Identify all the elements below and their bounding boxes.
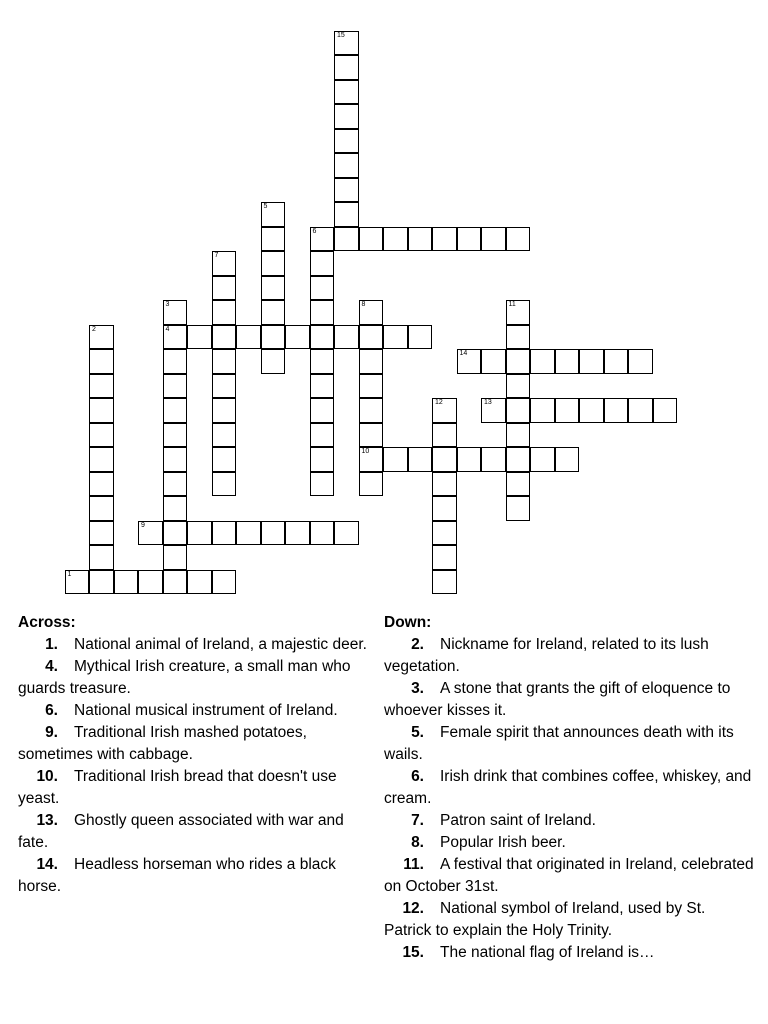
grid-cell[interactable] — [432, 447, 457, 472]
clue-number: 6 — [312, 227, 317, 235]
grid-cell[interactable] — [261, 276, 286, 301]
grid-cell[interactable] — [212, 570, 237, 595]
across-clues — [18, 612, 378, 898]
clue-text: Traditional Irish bread that doesn't use yeast. — [18, 768, 337, 807]
clue-number: 9 — [141, 521, 145, 529]
grid-cell[interactable] — [432, 472, 457, 497]
grid-cell[interactable] — [530, 398, 555, 423]
clue-text: Patron saint of Ireland. — [440, 812, 596, 829]
grid-cell[interactable] — [212, 447, 237, 472]
grid-cell[interactable] — [334, 80, 359, 105]
grid-cell[interactable] — [89, 423, 114, 448]
grid-cell[interactable] — [261, 227, 286, 252]
grid-cell[interactable] — [212, 423, 237, 448]
grid-cell[interactable] — [163, 521, 188, 546]
grid-cell[interactable] — [89, 570, 114, 595]
grid-cell[interactable] — [555, 447, 580, 472]
grid-cell[interactable] — [506, 447, 531, 472]
grid-cell[interactable] — [163, 374, 188, 399]
clue-text: National symbol of Ireland, used by St. Patrick to explain the Holy Trinity. — [384, 900, 706, 939]
grid-cell[interactable] — [457, 447, 482, 472]
grid-cell[interactable] — [89, 349, 114, 374]
clue-number-label: 13. — [36, 812, 58, 829]
clue-number-label: 3. — [411, 680, 424, 697]
grid-cell[interactable] — [212, 251, 237, 276]
grid-cell[interactable] — [359, 300, 384, 325]
across-clue — [18, 766, 378, 810]
down-clue-list — [384, 634, 754, 964]
grid-cell[interactable] — [163, 300, 188, 325]
grid-cell[interactable] — [506, 349, 531, 374]
grid-cell[interactable] — [212, 300, 237, 325]
clue-number-label: 5. — [411, 724, 424, 741]
grid-cell[interactable] — [285, 325, 310, 350]
grid-cell[interactable] — [114, 570, 139, 595]
grid-cell[interactable] — [359, 374, 384, 399]
grid-cell[interactable] — [261, 521, 286, 546]
grid-cell[interactable] — [261, 251, 286, 276]
grid-cell[interactable] — [432, 521, 457, 546]
clue-text: Female spirit that announces death with its wails. — [384, 724, 734, 763]
clue-text: National animal of Ireland, a majestic deer. — [74, 636, 367, 653]
grid-cell[interactable] — [310, 349, 335, 374]
grid-cell[interactable] — [261, 202, 286, 227]
grid-cell[interactable] — [310, 227, 335, 252]
grid-cell[interactable] — [432, 398, 457, 423]
across-clue — [18, 656, 378, 700]
grid-cell[interactable] — [310, 251, 335, 276]
grid-cell[interactable] — [212, 325, 237, 350]
grid-cell[interactable] — [383, 325, 408, 350]
grid-cell[interactable] — [89, 398, 114, 423]
grid-cell[interactable] — [481, 398, 506, 423]
grid-cell[interactable] — [579, 349, 604, 374]
grid-cell[interactable] — [310, 447, 335, 472]
clue-number: 15 — [337, 31, 345, 39]
grid-cell[interactable] — [555, 398, 580, 423]
grid-cell[interactable] — [457, 227, 482, 252]
grid-cell[interactable] — [212, 472, 237, 497]
grid-cell[interactable] — [506, 300, 531, 325]
clue-number: 10 — [361, 448, 370, 455]
down-clue — [384, 898, 754, 942]
grid-cell[interactable] — [163, 472, 188, 497]
grid-cell[interactable] — [506, 398, 531, 423]
clue-number-label: 8. — [411, 834, 424, 851]
grid-cell[interactable] — [261, 300, 286, 325]
grid-cell[interactable] — [432, 227, 457, 252]
across-clue-list — [18, 634, 378, 898]
grid-cell[interactable] — [653, 398, 678, 423]
down-clue — [384, 854, 754, 898]
across-heading: Across: — [18, 614, 76, 631]
clue-number: 12 — [435, 399, 443, 406]
grid-cell[interactable] — [310, 472, 335, 497]
clue-number-label: 1. — [45, 636, 58, 653]
grid-cell[interactable] — [163, 325, 188, 350]
clue-number-label: 11. — [403, 856, 424, 873]
grid-cell[interactable] — [334, 227, 359, 252]
grid-cell[interactable] — [310, 300, 335, 325]
grid-cell[interactable] — [506, 423, 531, 448]
clue-number-label: 12. — [402, 900, 424, 917]
clue-text: Nickname for Ireland, related to its lush vegetation. — [384, 636, 709, 675]
across-clue — [18, 700, 378, 722]
grid-cell[interactable] — [212, 276, 237, 301]
grid-cell[interactable] — [359, 398, 384, 423]
grid-cell[interactable] — [334, 153, 359, 178]
grid-cell[interactable] — [334, 104, 359, 129]
clue-number-label: 4. — [45, 658, 58, 675]
grid-cell[interactable] — [261, 349, 286, 374]
clue-number-label: 15. — [402, 944, 424, 961]
grid-cell[interactable] — [163, 570, 188, 595]
grid-cell[interactable] — [163, 545, 188, 570]
grid-cell[interactable] — [285, 521, 310, 546]
grid-cell[interactable] — [89, 325, 114, 350]
clue-number: 14 — [459, 350, 468, 357]
grid-cell[interactable] — [187, 570, 212, 595]
grid-cell[interactable] — [628, 349, 653, 374]
clue-number: 8 — [361, 301, 366, 308]
down-clues — [384, 612, 754, 964]
grid-cell[interactable] — [310, 423, 335, 448]
clue-number-label: 10. — [36, 768, 58, 785]
grid-cell[interactable] — [163, 496, 188, 521]
grid-cell[interactable] — [310, 398, 335, 423]
grid-cell[interactable] — [432, 496, 457, 521]
grid-cell[interactable] — [408, 447, 433, 472]
grid-cell[interactable] — [310, 276, 335, 301]
grid-cell[interactable] — [579, 398, 604, 423]
clue-number-label: 6. — [411, 768, 424, 785]
grid-cell[interactable] — [359, 447, 384, 472]
grid-cell[interactable] — [457, 349, 482, 374]
clue-text: Popular Irish beer. — [440, 834, 566, 851]
clue-number-label: 7. — [411, 812, 424, 829]
grid-cell[interactable] — [212, 521, 237, 546]
grid-cell[interactable] — [261, 325, 286, 350]
grid-cell[interactable] — [628, 398, 653, 423]
down-clue — [384, 810, 754, 832]
grid-cell[interactable] — [359, 472, 384, 497]
down-heading: Down: — [384, 614, 432, 631]
clue-text: Ghostly queen associated with war and fate. — [18, 812, 344, 851]
grid-cell[interactable] — [383, 447, 408, 472]
grid-cell[interactable] — [334, 178, 359, 203]
grid-cell[interactable] — [481, 227, 506, 252]
clue-number: 5 — [263, 203, 268, 210]
grid-cell[interactable] — [506, 496, 531, 521]
down-clue — [384, 832, 754, 854]
clue-number: 3 — [165, 301, 170, 308]
clue-text: National musical instrument of Ireland. — [74, 702, 338, 719]
clue-number: 11 — [508, 301, 516, 308]
grid-cell[interactable] — [408, 325, 433, 350]
grid-cell[interactable] — [530, 447, 555, 472]
across-clue — [18, 854, 378, 898]
grid-cell[interactable] — [604, 398, 629, 423]
grid-cell[interactable] — [138, 570, 163, 595]
grid-cell[interactable] — [359, 227, 384, 252]
grid-cell[interactable] — [555, 349, 580, 374]
grid-cell[interactable] — [212, 398, 237, 423]
grid-cell[interactable] — [506, 374, 531, 399]
clue-text: Traditional Irish mashed potatoes, sometimes with cabbage. — [18, 724, 307, 763]
grid-cell[interactable] — [334, 202, 359, 227]
grid-cell[interactable] — [408, 227, 433, 252]
across-clue — [18, 634, 378, 656]
clue-number: 2 — [92, 325, 96, 333]
clue-text: A festival that originated in Ireland, celebrated on October 31st. — [384, 856, 754, 895]
grid-cell[interactable] — [359, 325, 384, 350]
grid-cell[interactable] — [163, 447, 188, 472]
grid-cell[interactable] — [163, 423, 188, 448]
grid-cell[interactable] — [89, 374, 114, 399]
clue-number-label: 6. — [45, 702, 58, 719]
clue-text: Headless horseman who rides a black horse. — [18, 856, 336, 895]
clue-number: 4 — [165, 325, 170, 333]
grid-cell[interactable] — [163, 349, 188, 374]
grid-cell[interactable] — [89, 521, 114, 546]
grid-cell[interactable] — [530, 349, 555, 374]
grid-cell[interactable] — [236, 521, 261, 546]
grid-cell[interactable] — [604, 349, 629, 374]
grid-cell[interactable] — [481, 349, 506, 374]
grid-cell[interactable] — [334, 55, 359, 80]
clue-number-label: 2. — [411, 636, 424, 653]
across-clue — [18, 722, 378, 766]
clue-text: The national flag of Ireland is… — [440, 944, 655, 961]
grid-cell[interactable] — [89, 447, 114, 472]
grid-cell[interactable] — [212, 374, 237, 399]
down-clue — [384, 722, 754, 766]
grid-cell[interactable] — [359, 423, 384, 448]
grid-cell[interactable] — [506, 472, 531, 497]
grid-cell[interactable] — [212, 349, 237, 374]
clue-number: 13 — [484, 399, 492, 406]
grid-cell[interactable] — [163, 398, 188, 423]
grid-cell[interactable] — [236, 325, 261, 350]
grid-cell[interactable] — [65, 570, 90, 595]
grid-cell[interactable] — [310, 521, 335, 546]
grid-cell[interactable] — [432, 545, 457, 570]
grid-cell[interactable] — [334, 31, 359, 56]
down-clue — [384, 678, 754, 722]
grid-cell[interactable] — [138, 521, 163, 546]
clue-text: A stone that grants the gift of eloquence to whoever kisses it. — [384, 680, 731, 719]
grid-cell[interactable] — [89, 472, 114, 497]
down-clue — [384, 766, 754, 810]
grid-cell[interactable] — [334, 521, 359, 546]
grid-cell[interactable] — [432, 570, 457, 595]
grid-cell[interactable] — [89, 496, 114, 521]
clue-text: Irish drink that combines coffee, whiskey, and cream. — [384, 768, 752, 807]
grid-cell[interactable] — [481, 447, 506, 472]
grid-cell[interactable] — [359, 349, 384, 374]
grid-cell[interactable] — [89, 545, 114, 570]
across-clue — [18, 810, 378, 854]
down-clue — [384, 942, 754, 964]
clue-text: Mythical Irish creature, a small man who guards treasure. — [18, 658, 351, 697]
down-clue — [384, 634, 754, 678]
grid-cell[interactable] — [334, 325, 359, 350]
grid-cell[interactable] — [310, 374, 335, 399]
grid-cell[interactable] — [187, 521, 212, 546]
grid-cell[interactable] — [432, 423, 457, 448]
clue-number-label: 14. — [36, 856, 58, 873]
clue-number: 7 — [214, 252, 219, 259]
grid-cell[interactable] — [383, 227, 408, 252]
grid-cell[interactable] — [506, 325, 531, 350]
grid-cell[interactable] — [187, 325, 212, 350]
grid-cell[interactable] — [334, 129, 359, 154]
grid-cell[interactable] — [506, 227, 531, 252]
grid-cell[interactable] — [310, 325, 335, 350]
clue-number-label: 9. — [45, 724, 58, 741]
clue-number: 1 — [67, 570, 72, 578]
